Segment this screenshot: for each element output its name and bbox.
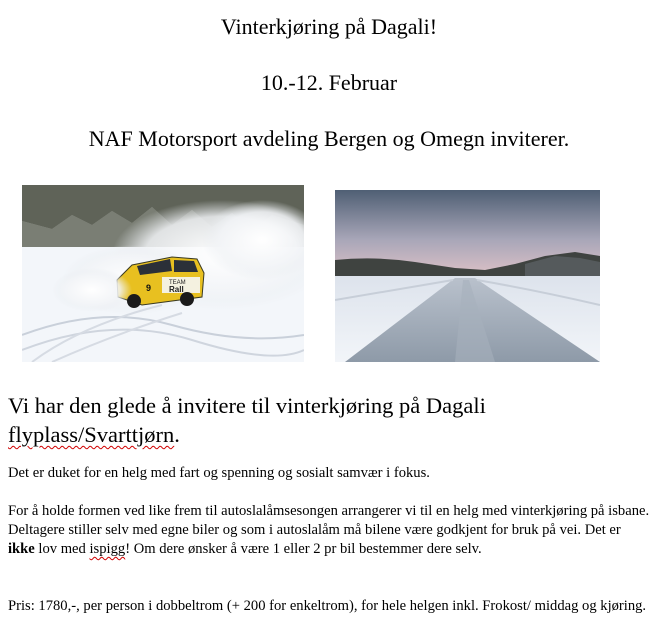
car-decal-rally: Rall [169,285,184,294]
details-text-a: For å holde formen ved like frem til autoslalåmsesongen arrangerer vi til en helg med vinterkjøring på isbane. Deltagere stiller selv med egne biler og som i autoslalåm må bilene være godkjent for bruk på vei. Det er [8,503,650,538]
car-decal-team: TEAM [169,280,186,286]
organizer-line: NAF Motorsport avdeling Bergen og Omegn inviterer. [88,126,570,151]
document-title: Vinterkjøring på Dagali! [220,14,438,39]
details-spellcheck-word: ispigg [89,541,126,557]
intro-paragraph: Det er duket for en helg med fart og spenning og sosialt samvær i fokus. [8,465,430,481]
details-text-c: ! Om dere ønsker å være 1 eller 2 pr bil bestemmer dere selv. [125,541,482,557]
heading-text: Vi har den glede å invitere til vinterkjøring på Dagali [8,393,486,418]
price-paragraph: Pris: 1780,-, per person i dobbeltrom (+ 200 for enkeltrom), for hele helgen inkl. Frokost/ middag og kjøring. [8,598,647,614]
heading-period: . [174,422,180,447]
details-emphasis: ikke [8,541,35,557]
heading-location: flyplass/Svarttjørn [8,422,175,447]
details-paragraph [8,502,650,559]
invitation-heading [8,391,648,449]
frozen-road-photo [335,190,600,362]
car-number: 9 [146,283,152,293]
event-dates: 10.-12. Februar [260,70,398,95]
rally-car-photo [22,185,304,362]
details-text-b: lov med [34,541,90,557]
